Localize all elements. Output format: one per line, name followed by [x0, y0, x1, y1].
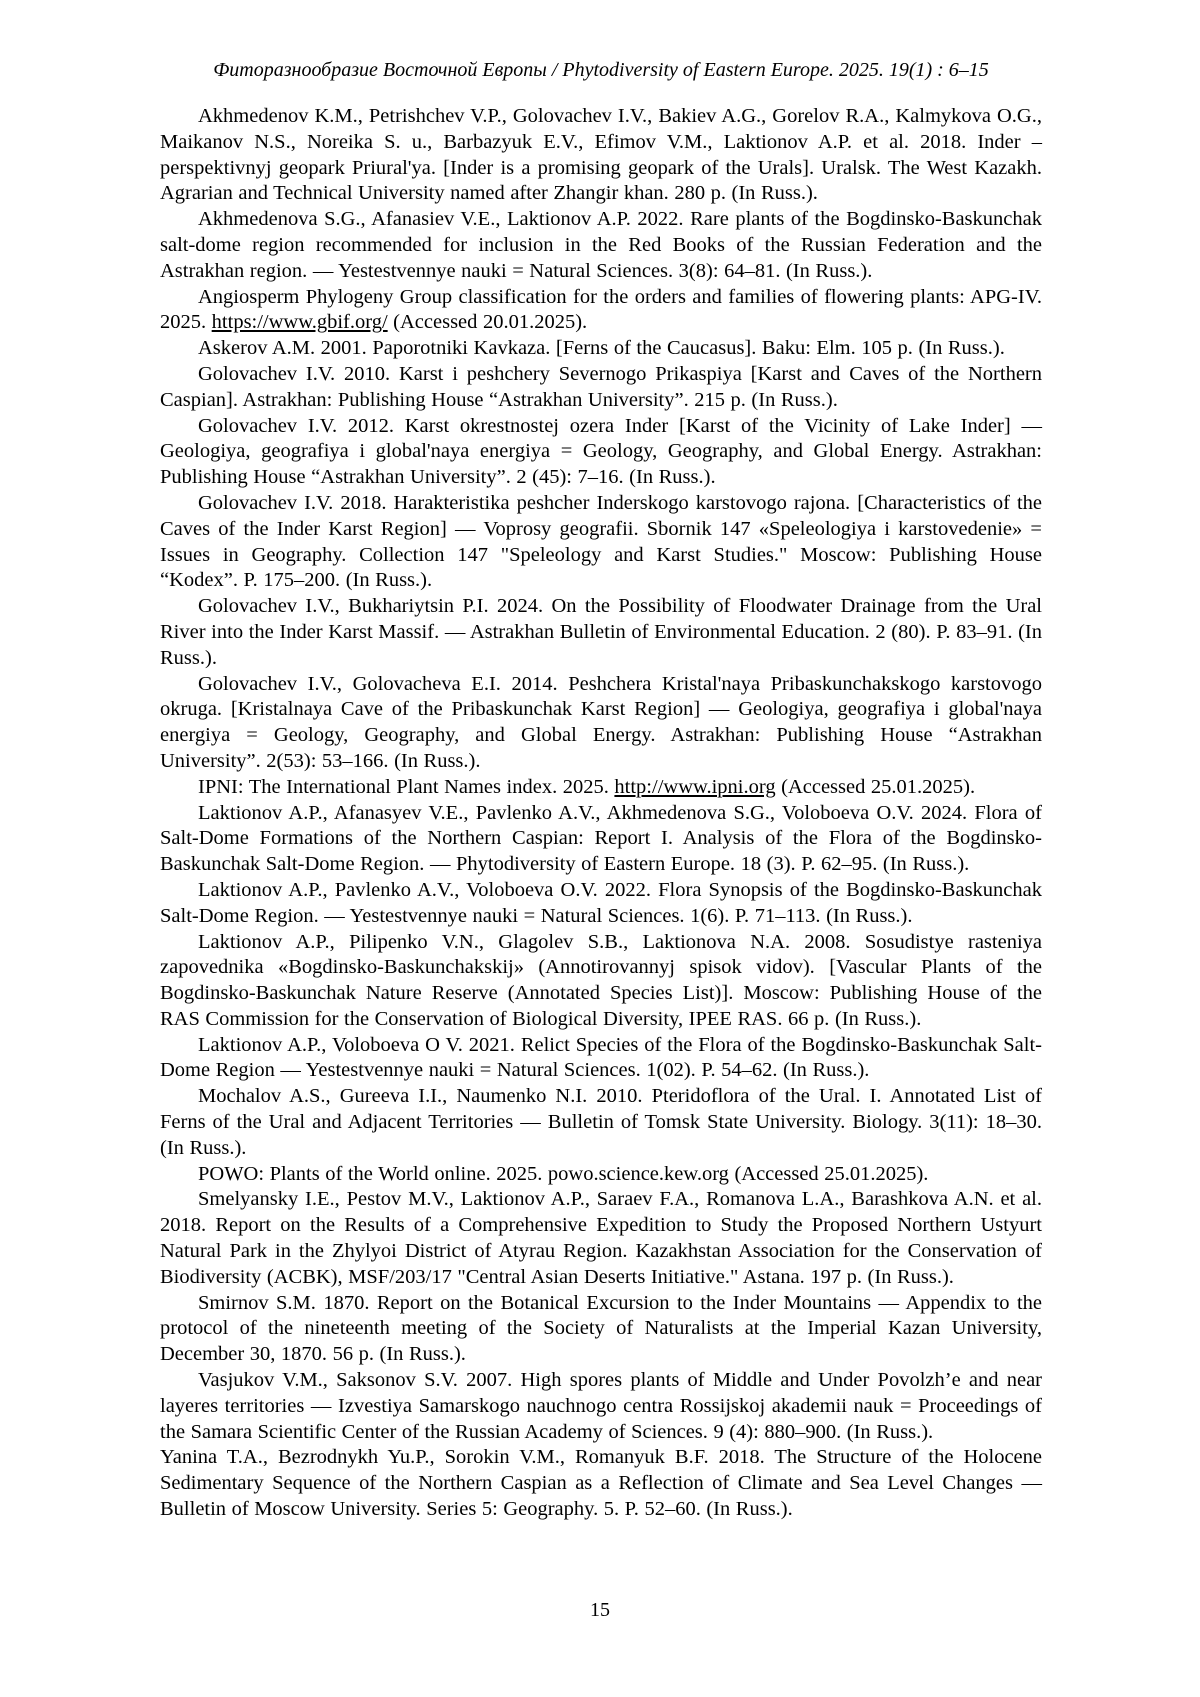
- reference-url-link[interactable]: http://www.ipni.org: [614, 775, 776, 798]
- reference-entry: [160, 1368, 1042, 1445]
- reference-entry: [160, 362, 1042, 414]
- reference-entry: [160, 491, 1042, 594]
- reference-entry: [160, 672, 1042, 775]
- reference-entry: [160, 1162, 1042, 1188]
- reference-entry: [160, 878, 1042, 930]
- reference-text: Laktionov A.P., Afanasyev V.E., Pavlenko A.V., Akhmedenova S.G., Voloboeva O.V. 2024. Flora of Salt-Dome Formations of the Northern Caspian: Report I. Analysis of the Flora of the Bogdinsko-Baskunchak Salt-Dome Region. — Phytodiversity of Eastern Europe. 18 (3). P. 62–95. (In Russ.).: [160, 801, 1042, 876]
- reference-entry: [160, 1291, 1042, 1368]
- reference-text: Askerov A.M. 2001. Paporotniki Kavkaza. [Ferns of the Caucasus]. Baku: Elm. 105 p. (In Russ.).: [198, 337, 1005, 360]
- reference-entry: [160, 1187, 1042, 1290]
- reference-entry: [160, 1445, 1042, 1522]
- reference-text: Yanina T.A., Bezrodnykh Yu.P., Sorokin V.M., Romanyuk B.F. 2018. The Structure of the Holocene Sedimentary Sequence of the Northern Caspian as a Reflection of Climate and Sea Level Changes — Bulletin of Moscow University. Series 5: Geography. 5. P. 52–60. (In Russ.).: [160, 1446, 1042, 1521]
- reference-text: IPNI: The International Plant Names index. 2025.: [198, 775, 615, 798]
- journal-running-head: Фиторазнообразие Восточной Европы / Phytodiversity of Eastern Europe. 2025. 19(1) : 6–15: [213, 59, 989, 81]
- reference-entry: [160, 1033, 1042, 1085]
- reference-text: Laktionov A.P., Pavlenko A.V., Voloboeva O.V. 2022. Flora Synopsis of the Bogdinsko-Baskunchak Salt-Dome Region. — Yestestvennye nauki = Natural Sciences. 1(6). P. 71–113. (In Russ.).: [160, 878, 1042, 927]
- reference-text: Angiosperm Phylogeny Group classification for the orders and families of flowering plants: APG-IV. 2025.: [160, 285, 1042, 334]
- reference-entry: [160, 1084, 1042, 1161]
- reference-text: Golovachev I.V. 2010. Karst i peshchery Severnogo Prikaspiya [Karst and Caves of the Northern Caspian]. Astrakhan: Publishing House “Astrakhan University”. 215 p. (In Russ.).: [160, 362, 1042, 411]
- reference-text: (Accessed 25.01.2025).: [775, 775, 976, 798]
- reference-text: Smirnov S.M. 1870. Report on the Botanical Excursion to the Inder Mountains — Appendix to the protocol of the nineteenth meeting of the Society of Naturalists at the Imperial Kazan University, December 30, 1870. 56 p. (In Russ.).: [160, 1291, 1042, 1366]
- reference-text: Akhmedenov K.M., Petrishchev V.P., Golovachev I.V., Bakiev A.G., Gorelov R.A., Kalmykova O.G., Maikanov N.S., Noreika S. u., Barbazyuk E.V., Efimov V.M., Laktionov A.P. et al. 2018. Inder – perspektivnyj geopark Priural'ya. [Inder is a promising geopark of the Urals]. Uralsk. The West Kazakh. Agrarian and Technical University named after Zhangir khan. 280 p. (In Russ.).: [160, 105, 1042, 205]
- reference-text: Golovachev I.V. 2018. Harakteristika peshcher Inderskogo karstovogo rajona. [Characteristics of the Caves of the Inder Karst Region] — Voprosy geografii. Sbornik 147 «Speleologiya i karstovedenie» = Issues in Geography. Collection 147 "Speleology and Karst Studies." Moscow: Publishing House “Kodex”. P. 175–200. (In Russ.).: [160, 491, 1042, 592]
- reference-text: Smelyansky I.E., Pestov M.V., Laktionov A.P., Saraev F.A., Romanova L.A., Barashkova A.N. et al. 2018. Report on the Results of a Comprehensive Expedition to Study the Proposed Northern Ustyurt Natural Park in the Zhylyoi District of Atyrau Region. Kazakhstan Association for the Conservation of Biodiversity (ACBK), MSF/203/17 "Central Asian Deserts Initiative." Astana. 197 p. (In Russ.).: [160, 1188, 1042, 1288]
- reference-entry: [160, 801, 1042, 878]
- reference-text: POWO: Plants of the World online. 2025. powo.science.kew.org (Accessed 25.01.2025).: [198, 1162, 929, 1185]
- reference-entry: [160, 207, 1042, 284]
- reference-text: Golovachev I.V. 2012. Karst okrestnostej ozera Inder [Karst of the Vicinity of Lake Inder] — Geologiya, geografiya i global'naya energiya = Geology, Geography, and Global Energy. Astrakhan: Publishing House “Astrakhan University”. 2 (45): 7–16. (In Russ.).: [160, 414, 1042, 489]
- page-number: 15: [590, 1599, 610, 1621]
- reference-entry: [160, 594, 1042, 671]
- reference-text: (Accessed 20.01.2025).: [387, 311, 588, 334]
- reference-url-link[interactable]: https://www.gbif.org/: [211, 311, 388, 334]
- reference-text: Laktionov A.P., Voloboeva O V. 2021. Relict Species of the Flora of the Bogdinsko-Baskunchak Salt-Dome Region — Yestestvennye nauki = Natural Sciences. 1(02). P. 54–62. (In Russ.).: [160, 1033, 1042, 1082]
- reference-entry: [160, 336, 1042, 362]
- reference-text: Golovachev I.V., Bukhariytsin P.I. 2024. On the Possibility of Floodwater Drainage from the Ural River into the Inder Karst Massif. — Astrakhan Bulletin of Environmental Education. 2 (80). P. 83–91. (In Russ.).: [160, 595, 1042, 669]
- reference-entry: [160, 285, 1042, 337]
- references-list: [160, 104, 1042, 1523]
- reference-text: Mochalov A.S., Gureeva I.I., Naumenko N.I. 2010. Pteridoflora of the Ural. I. Annotated List of Ferns of the Ural and Adjacent Territories — Bulletin of Tomsk State University. Biology. 3(11): 18–30. (In Russ.).: [160, 1085, 1042, 1159]
- reference-entry: [160, 775, 1042, 801]
- reference-text: Laktionov A.P., Pilipenko V.N., Glagolev S.B., Laktionova N.A. 2008. Sosudistye rasteniya zapovednika «Bogdinsko-Baskunchakskij» (Annotirovannyj spisok vidov). [Vascular Plants of the Bogdinsko-Baskunchak Nature Reserve (Annotated Species List)]. Moscow: Publishing House of the RAS Commission for the Conservation of Biological Diversity, IPEE RAS. 66 p. (In Russ.).: [160, 930, 1042, 1030]
- reference-entry: [160, 930, 1042, 1033]
- reference-entry: [160, 414, 1042, 491]
- reference-text: Akhmedenova S.G., Afanasiev V.E., Laktionov A.P. 2022. Rare plants of the Bogdinsko-Baskunchak salt-dome region recommended for inclusion in the Red Books of the Russian Federation and the Astrakhan region. — Yestestvennye nauki = Natural Sciences. 3(8): 64–81. (In Russ.).: [160, 208, 1042, 282]
- reference-text: Golovachev I.V., Golovacheva E.I. 2014. Peshchera Kristal'naya Pribaskunchakskogo karstovogo okruga. [Kristalnaya Cave of the Pribaskunchak Karst Region] — Geologiya, geografiya i global'naya energiya = Geology, Geography, and Global Energy. Astrakhan: Publishing House “Astrakhan University”. 2(53): 53–166. (In Russ.).: [160, 672, 1042, 772]
- reference-text: Vasjukov V.M., Saksonov S.V. 2007. High spores plants of Middle and Under Povolzh’e and near layeres territories — Izvestiya Samarskogo nauchnogo centra Rossijskoj akademii nauk = Proceedings of the Samara Scientific Center of the Russian Academy of Sciences. 9 (4): 880–900. (In Russ.).: [160, 1369, 1042, 1443]
- reference-entry: [160, 104, 1042, 207]
